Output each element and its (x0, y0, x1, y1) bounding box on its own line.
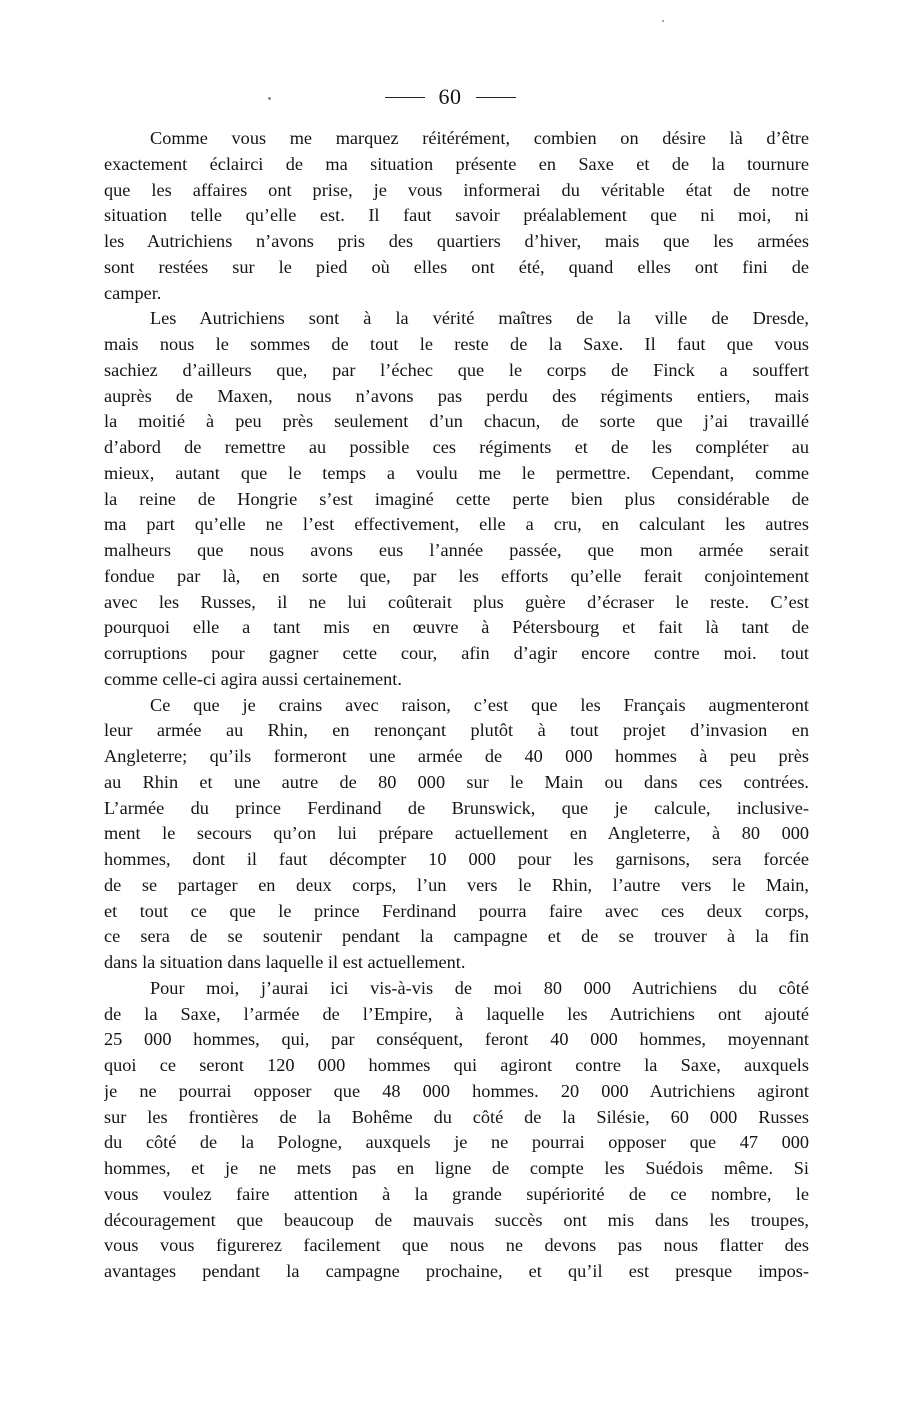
header-rule-left (385, 97, 425, 98)
text-line: découragement que beaucoup de mauvais succès ont mis dans les troupes, (104, 1209, 809, 1230)
text-line: comme celle-ci agira aussi certainement. (104, 668, 402, 689)
text-line: Pour moi, j’aurai ici vis-à-vis de moi 80 000 Autrichiens du côté (150, 977, 809, 998)
text-line: d’abord de remettre au possible ces régiments et de les compléter au (104, 437, 809, 457)
header-rule-right (476, 97, 516, 98)
text-line: Comme vous me marquez réitérément, combien on désire là d’être (150, 128, 809, 148)
text-line: avantages pendant la campagne prochaine, et qu’il est presque impos- (104, 1261, 809, 1281)
text-line: sont restées sur le pied où elles ont été, quand elles ont fini de (104, 256, 809, 277)
text-line: L’armée du prince Ferdinand de Brunswick, que je calcule, inclusive- (104, 797, 809, 818)
text-line: de la Saxe, l’armée de l’Empire, à laquelle les Autrichiens ont ajouté (104, 1003, 809, 1024)
text-line: vous voulez faire attention à la grande supériorité de ce nombre, le (104, 1183, 809, 1204)
text-line: la moitié à peu près seulement d’un chacun, de sorte que j’ai travaillé (104, 411, 809, 432)
text-line: camper. (104, 282, 162, 303)
text-line: ma part qu’elle ne l’est effectivement, elle a cru, en calculant les autres (104, 514, 809, 535)
text-line: quoi ce seront 120 000 hommes qui agiront contre la Saxe, auxquels (104, 1055, 809, 1075)
text-line: de se partager en deux corps, l’un vers le Rhin, l’autre vers le Main, (104, 874, 809, 895)
text-line: corruptions pour gagner cette cour, afin d’agir encore contre moi. tout (104, 643, 809, 663)
text-line: hommes, dont il faut décompter 10 000 pour les garnisons, sera forcée (104, 849, 809, 869)
text-line: avec les Russes, il ne lui coûterait plus guère d’écraser le reste. C’est (104, 591, 809, 612)
text-line: leur armée au Rhin, en renonçant plutôt à tout projet d’invasion en (104, 720, 809, 741)
text-line: sur les frontières de la Bohême du côté de la Silésie, 60 000 Russes (104, 1106, 809, 1127)
text-line: hommes, et je ne mets pas en ligne de compte les Suédois même. Si (104, 1158, 809, 1178)
text-line: fondue par là, en sorte que, par les efforts qu’elle ferait conjointement (104, 565, 809, 586)
text-line: sachiez d’ailleurs que, par l’échec que le corps de Finck a souffert (104, 359, 809, 380)
text-line: la reine de Hongrie s’est imaginé cette perte bien plus considérable de (104, 488, 809, 509)
text-line: ment le secours qu’on lui prépare actuellement en Angleterre, à 80 000 (104, 823, 809, 844)
print-speck (662, 20, 664, 22)
page-header (0, 82, 900, 112)
text-line: ce sera de se soutenir pendant la campagne et de se trouver à la fin (104, 926, 809, 947)
text-line: et tout ce que le prince Ferdinand pourra faire avec ces deux corps, (104, 900, 809, 921)
text-line: Ce que je crains avec raison, c’est que les Français augmenteront (150, 694, 809, 715)
text-line: Les Autrichiens sont à la vérité maîtres de la ville de Dresde, (150, 308, 809, 329)
text-line: mais nous le sommes de tout le reste de la Saxe. Il faut que vous (104, 334, 809, 354)
text-line: malheurs que nous avons eus l’année passée, que mon armée serait (104, 540, 809, 560)
text-line: exactement éclairci de ma situation présente en Saxe et de la tournure (104, 153, 809, 174)
text-line: situation telle qu’elle est. Il faut savoir préalablement que ni moi, ni (104, 205, 809, 226)
text-line: du côté de la Pologne, auxquels je ne pourrai opposer que 47 000 (104, 1132, 809, 1153)
body-text (104, 126, 809, 1285)
text-line: je ne pourrai opposer que 48 000 hommes. 20 000 Autrichiens agiront (104, 1080, 809, 1101)
text-line: dans la situation dans laquelle il est actuellement. (104, 952, 466, 972)
text-line: que les affaires ont prise, je vous informerai du véritable état de notre (104, 179, 809, 200)
text-line: pourquoi elle a tant mis en œuvre à Pétersbourg et fait là tant de (104, 617, 809, 638)
page-number: 60 (438, 84, 462, 109)
text-line: 25 000 hommes, qui, par conséquent, feront 40 000 hommes, moyennant (104, 1029, 809, 1050)
text-line: au Rhin et une autre de 80 000 sur le Main ou dans ces contrées. (104, 771, 809, 792)
text-line: Angleterre; qu’ils formeront une armée de 40 000 hommes à peu près (104, 746, 809, 766)
text-line: auprès de Maxen, nous n’avons pas perdu des régiments entiers, mais (104, 385, 809, 406)
text-line: les Autrichiens n’avons pris des quartiers d’hiver, mais que les armées (104, 231, 809, 251)
print-speck (268, 97, 271, 100)
text-line: mieux, autant que le temps a voulu me le permettre. Cependant, comme (104, 462, 809, 483)
text-line: vous vous figurerez facilement que nous ne devons pas nous flatter des (104, 1235, 809, 1256)
